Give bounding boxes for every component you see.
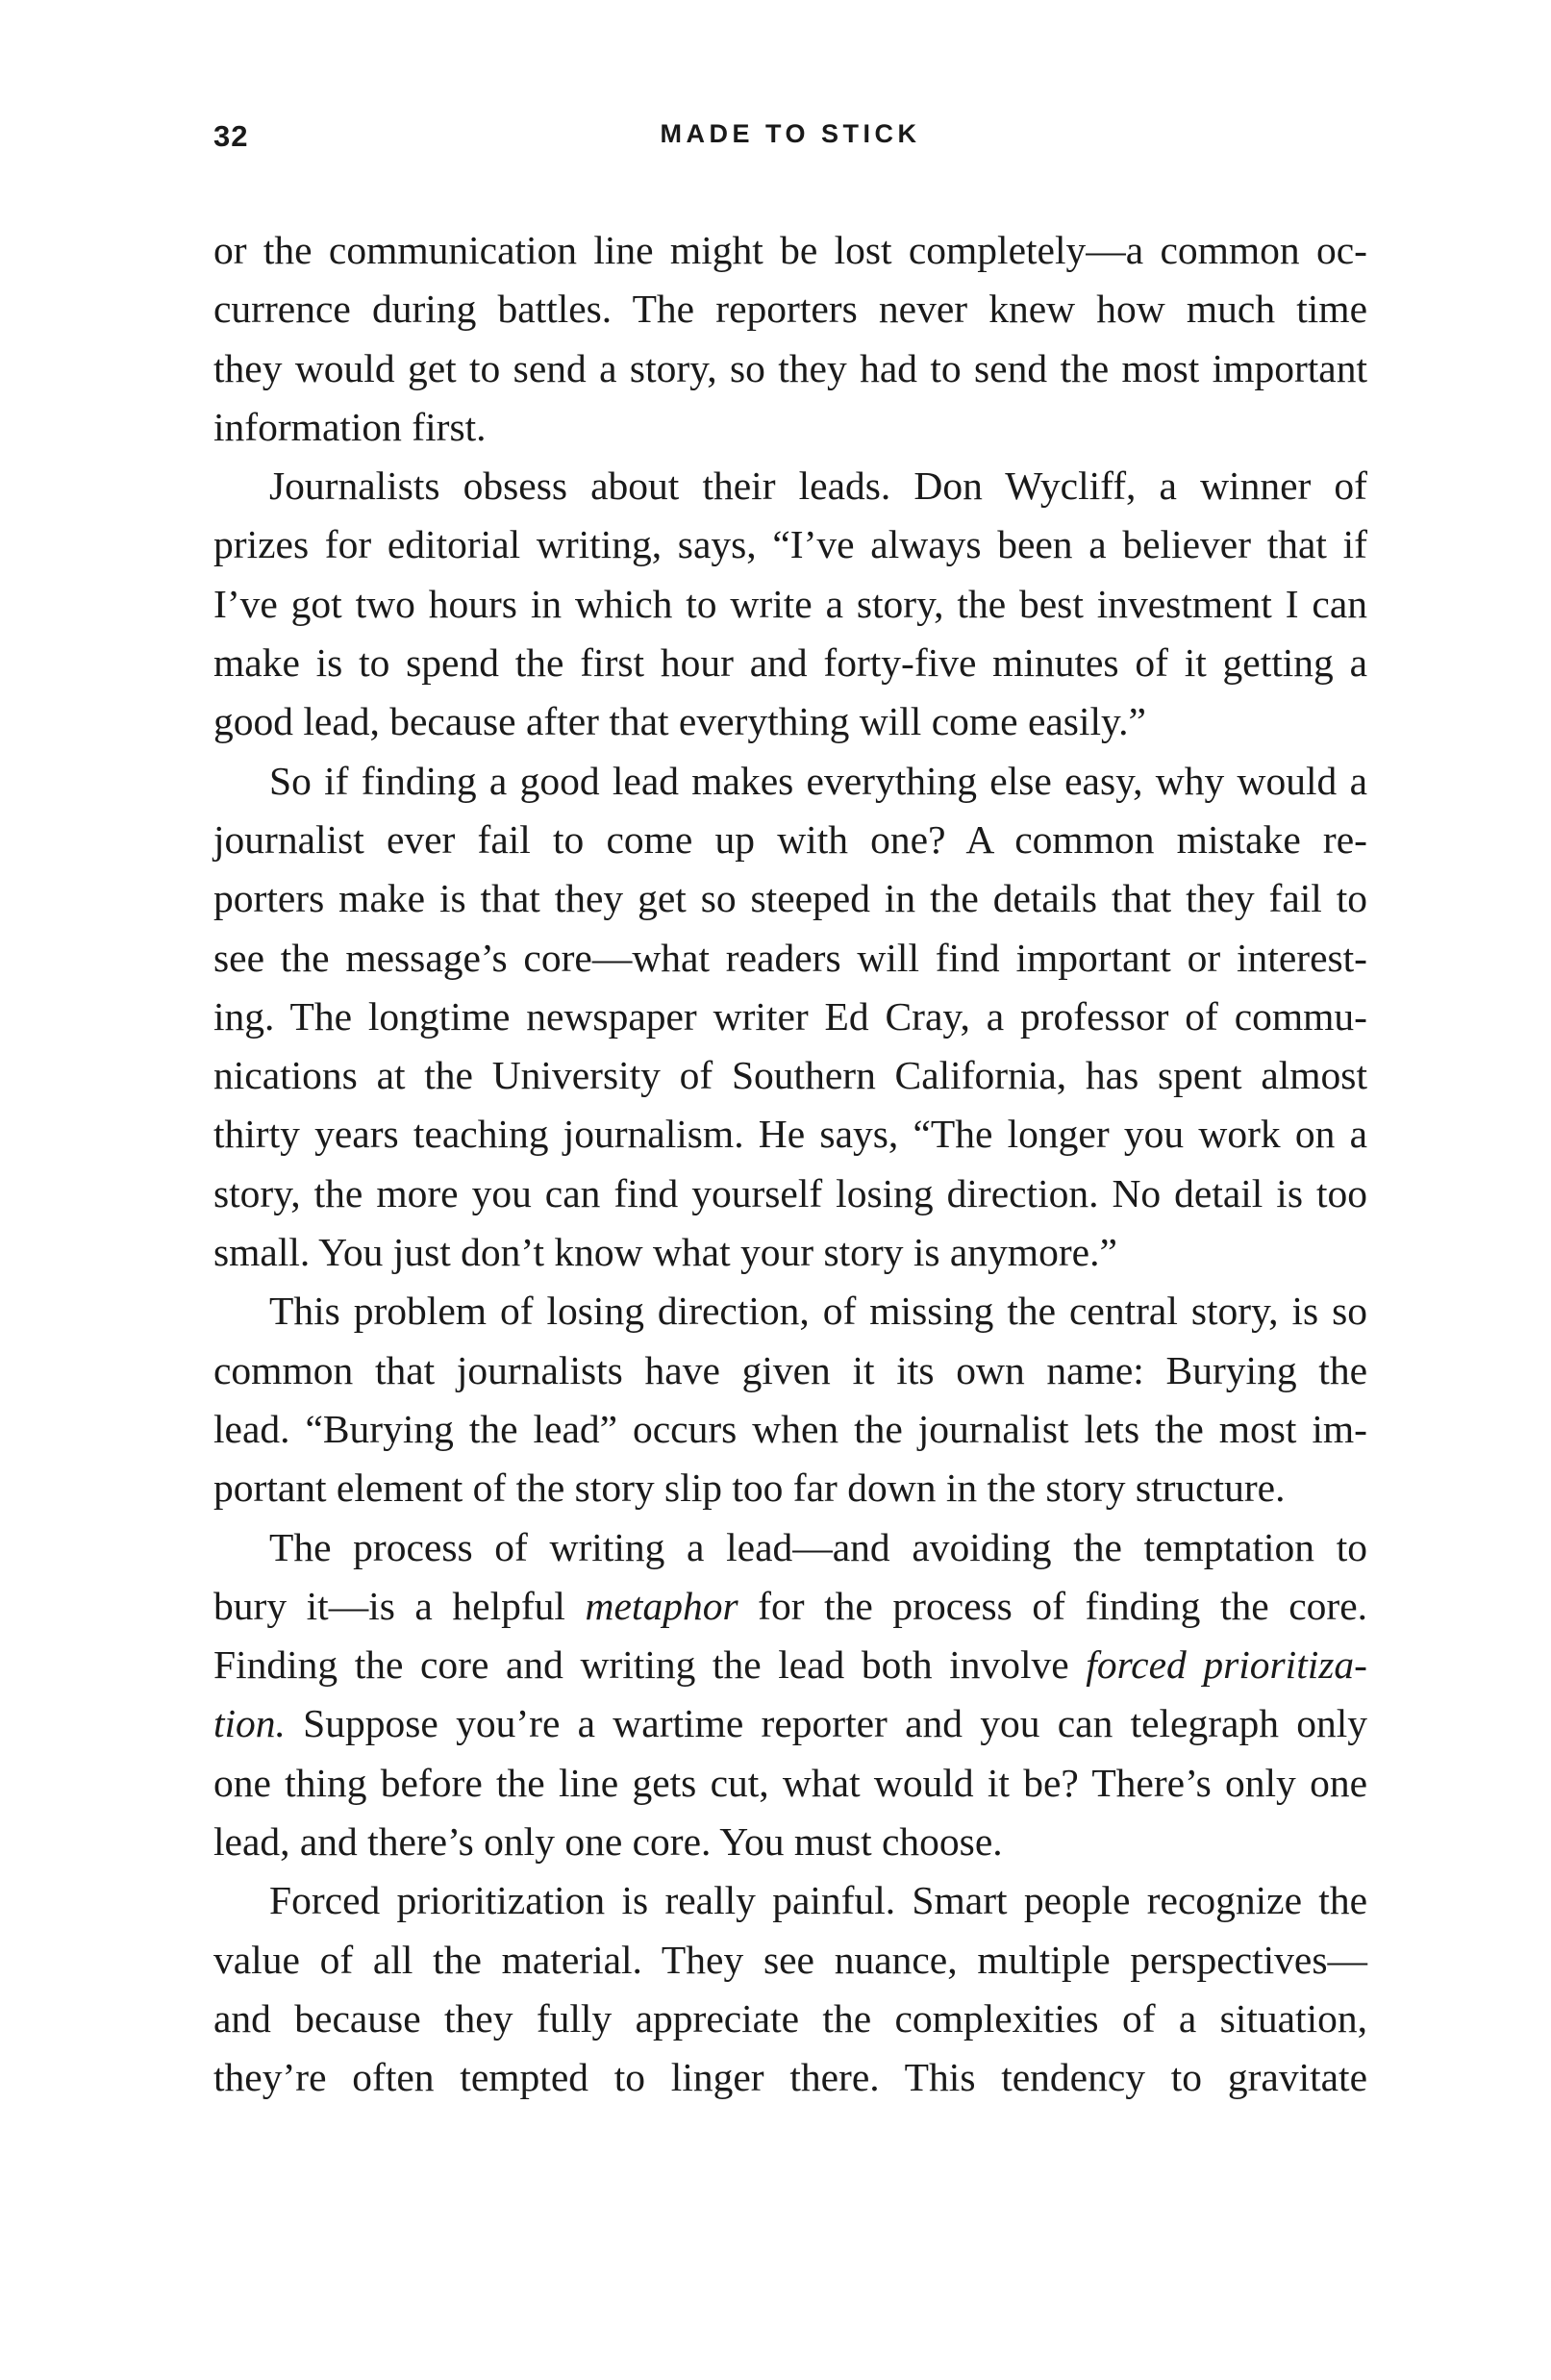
text-line: lead, and there’s only one core. You must choose.: [213, 1819, 1003, 1865]
text-line: Journalists obsess about their leads. Don Wycliff, a winner of: [269, 463, 1367, 509]
text-line: good lead, because after that everything will come easily.”: [213, 699, 1146, 744]
text-line: thirty years teaching journalism. He says, “The longer you work on a: [213, 1112, 1367, 1157]
body-text: [213, 221, 1367, 2108]
text-run: bury it—is a helpful: [213, 1583, 586, 1628]
italic-term-metaphor: metaphor: [585, 1583, 738, 1628]
text-line: small. You just don’t know what your story is anymore.”: [213, 1230, 1117, 1275]
text-line: common that journalists have given it its own name: Burying the: [213, 1347, 1367, 1392]
text-line: porters make is that they get so steeped in the details that they fail to: [213, 876, 1367, 921]
book-title: MADE TO STICK: [660, 119, 921, 148]
italic-term-forced-prioritization: forced prioritiza-: [1086, 1642, 1367, 1688]
italic-term-tion: tion.: [213, 1701, 286, 1746]
text-line: see the message’s core—what readers will find important or interest-: [213, 935, 1367, 980]
text-line: lead. “Burying the lead” occurs when the journalist lets the most im-: [213, 1406, 1367, 1451]
text-line: information first.: [213, 404, 487, 449]
text-run: for the process of finding the core.: [738, 1583, 1368, 1628]
text-run: Suppose you’re a wartime reporter and you can telegraph only: [285, 1701, 1367, 1746]
text-line: ing. The longtime newspaper writer Ed Cray, a professor of commu-: [213, 993, 1367, 1039]
text-line: nications at the University of Southern California, has spent almost: [213, 1053, 1367, 1098]
text-line: [213, 1636, 1367, 1694]
text-line: currence during battles. The reporters never knew how much time: [213, 287, 1367, 332]
text-line: [213, 1694, 1367, 1753]
text-line: Forced prioritization is really painful. Smart people recognize the: [269, 1878, 1367, 1923]
text-line: So if finding a good lead makes everything else easy, why would a: [269, 758, 1367, 803]
text-line: or the communication line might be lost completely—a common oc-: [213, 228, 1367, 272]
text-line: The process of writing a lead—and avoiding the temptation to: [269, 1524, 1367, 1569]
text-line: I’ve got two hours in which to write a story, the best investment I can: [213, 581, 1367, 626]
text-line: [213, 1577, 1367, 1636]
text-line: they would get to send a story, so they had to send the most important: [213, 345, 1367, 390]
text-line: one thing before the line gets cut, what would it be? There’s only one: [213, 1760, 1367, 1805]
text-line: they’re often tempted to linger there. This tendency to gravitate: [213, 2055, 1367, 2100]
text-line: journalist ever fail to come up with one? A common mistake re-: [213, 816, 1367, 862]
text-run: Finding the core and writing the lead both involve: [213, 1642, 1087, 1688]
text-line: prizes for editorial writing, says, “I’ve always been a believer that if: [213, 522, 1367, 567]
text-line: This problem of losing direction, of missing the central story, is so: [269, 1289, 1367, 1334]
text-line: value of all the material. They see nuance, multiple perspectives—: [213, 1937, 1367, 1982]
text-line: make is to spend the first hour and forty-five minutes of it getting a: [213, 640, 1367, 686]
page-number: 32: [213, 119, 249, 153]
text-line: and because they fully appreciate the complexities of a situation,: [213, 1995, 1367, 2041]
text-line: portant element of the story slip too far down in the story structure.: [213, 1466, 1286, 1511]
text-line: story, the more you can find yourself losing direction. No detail is too: [213, 1170, 1367, 1215]
running-head: [213, 119, 1367, 158]
